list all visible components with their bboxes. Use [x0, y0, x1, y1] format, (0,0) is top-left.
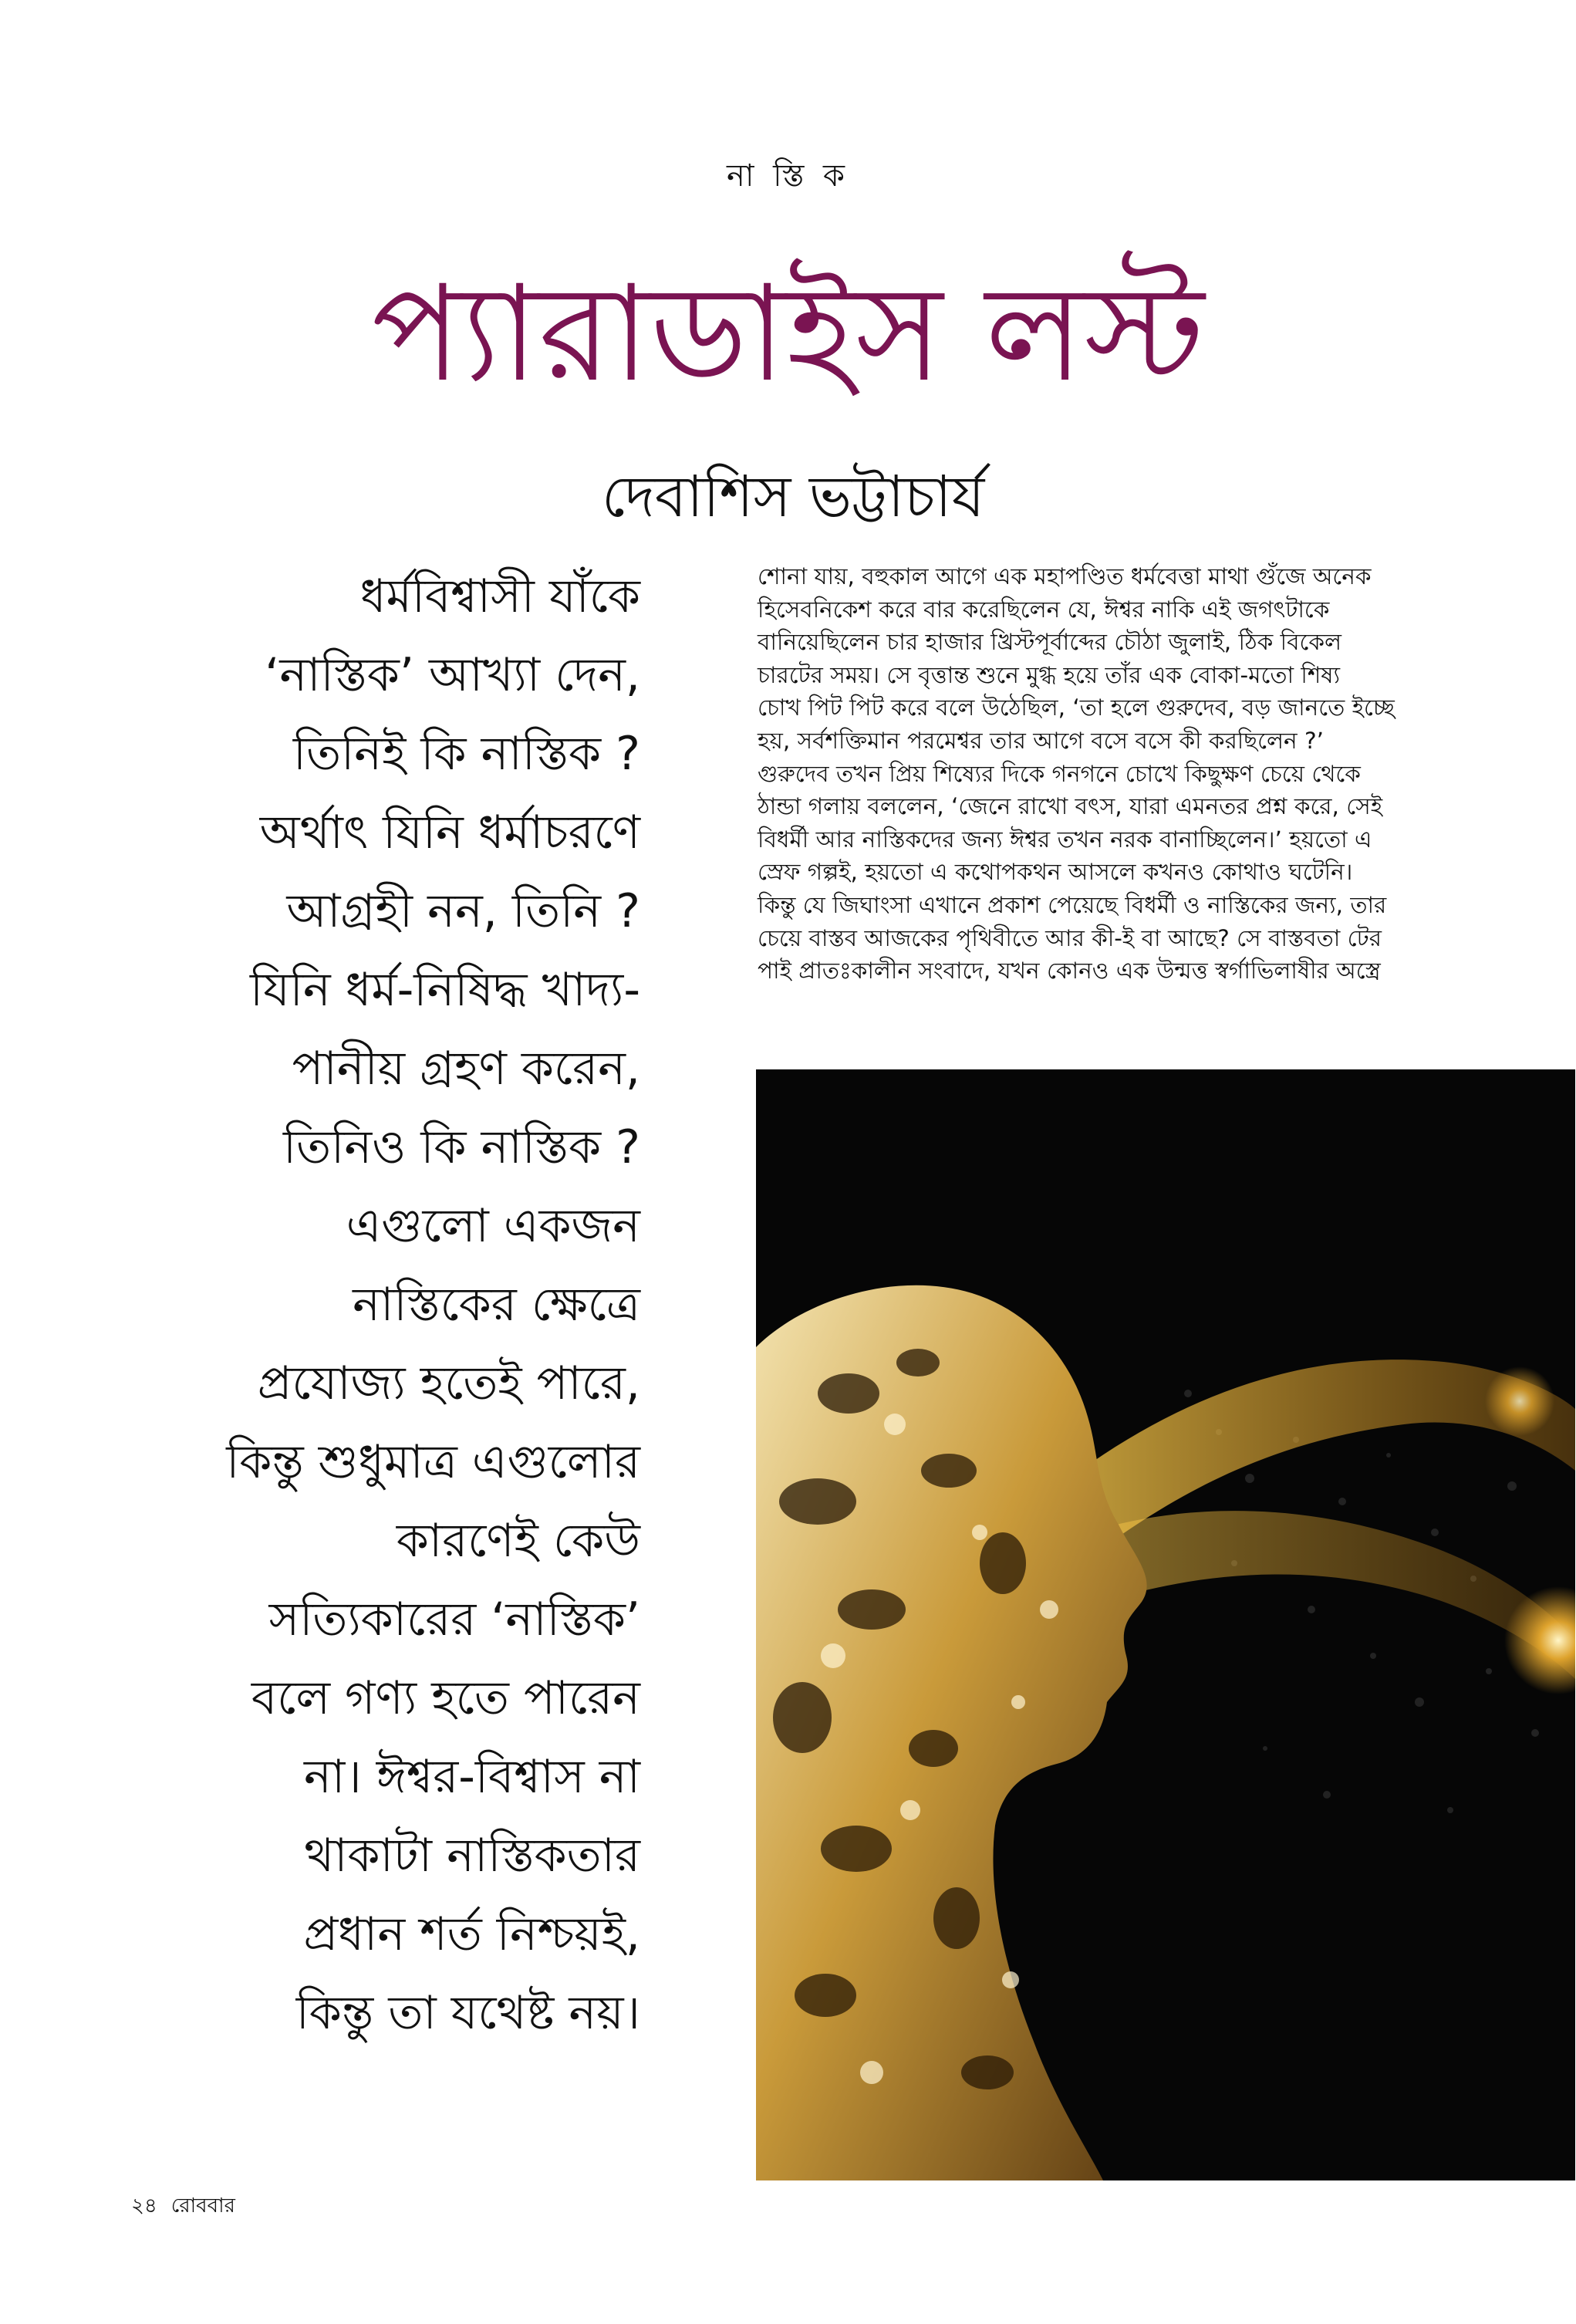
- pull-quote-line: যিনি ধর্ম-নিষিদ্ধ খাদ্য-: [249, 963, 640, 1017]
- magazine-name: রোববার: [170, 2194, 235, 2218]
- body-line: চেয়ে বাস্তব আজকের পৃথিবীতে আর কী-ই বা আছে? সে বাস্তবতা টের: [758, 924, 1382, 951]
- body-line: হিসেবনিকেশ করে বার করেছিলেন যে, ঈশ্বর নাকি এই জগৎটাকে: [758, 596, 1330, 623]
- pull-quote-line: কারণেই কেউ: [396, 1514, 640, 1568]
- body-line: কিন্তু যে জিঘাংসা এখানে প্রকাশ পেয়েছে বিধর্মী ও নাস্তিকের জন্য, তার: [758, 891, 1387, 918]
- pull-quote-line: বলে গণ্য হতে পারেন: [251, 1671, 640, 1725]
- pull-quote-line: কিন্তু তা যথেষ্ট নয়।: [295, 1986, 640, 2040]
- section-label: না স্তি ক: [726, 158, 850, 194]
- pull-quote-line: তিনিও কি নাস্তিক ?: [282, 1120, 640, 1174]
- pull-quote-line: ধর্মবিশ্বাসী যাঁকে: [359, 569, 640, 623]
- pull-quote-line: প্রযোজ্য হতেই পারে,: [257, 1356, 640, 1410]
- author-byline: দেবাশিস ভট্টাচার্য: [602, 464, 985, 530]
- pull-quote-line: সত্যিকারের ‘নাস্তিক’: [268, 1593, 640, 1647]
- pull-quote-line: অর্থাৎ যিনি ধর্মাচরণে: [259, 806, 640, 860]
- pull-quote-line: নাস্তিকের ক্ষেত্রে: [353, 1278, 640, 1332]
- article-title: প্যারাডাইস লস্ট: [371, 256, 1205, 411]
- body-line: ঠান্ডা গলায় বললেন, ‘জেনে রাখো বৎস, যারা এমনতর প্রশ্ন করে, সেই: [758, 793, 1383, 820]
- body-line: শোনা যায়, বহুকাল আগে এক মহাপণ্ডিত ধর্মবেত্তা মাথা গুঁজে অনেক: [758, 563, 1372, 589]
- pull-quote-line: প্রধান শর্ত নিশ্চয়ই,: [303, 1907, 640, 1961]
- page-number: ২৪: [131, 2194, 157, 2218]
- pull-quote-line: থাকাটা নাস্তিকতার: [304, 1829, 640, 1883]
- page-footer: [131, 2190, 249, 2224]
- body-line: স্রেফ গল্পই, হয়তো এ কথোপকথন আসলে কখনও কোথাও ঘটেনি।: [758, 859, 1353, 886]
- head-light-illustration: [756, 1069, 1575, 2180]
- body-line: বানিয়েছিলেন চার হাজার খ্রিস্টপূর্বাব্দের চৌঠা জুলাই, ঠিক বিকেল: [758, 629, 1342, 656]
- body-line: পাই প্রাতঃকালীন সংবাদে, যখন কোনও এক উন্মত্ত স্বর্গাভিলাষীর অস্ত্রে: [758, 958, 1381, 985]
- body-line: বিধর্মী আর নাস্তিকদের জন্য ঈশ্বর তখন নরক বানাচ্ছিলেন।’ হয়তো এ: [758, 826, 1372, 853]
- pull-quote-line: কিন্তু শুধুমাত্র এগুলোর: [226, 1435, 640, 1489]
- body-line: হয়, সর্বশক্তিমান পরমেশ্বর তার আগে বসে বসে কী করছিলেন ?’: [758, 727, 1324, 754]
- body-text: [758, 560, 1560, 988]
- pull-quote-line: তিনিই কি নাস্তিক ?: [292, 727, 640, 781]
- body-line: গুরুদেব তখন প্রিয় শিষ্যের দিকে গনগনে চোখে কিছুক্ষণ চেয়ে থেকে: [758, 760, 1361, 787]
- body-line: চারটের সময়। সে বৃত্তান্ত শুনে মুগ্ধ হয়ে তাঁর এক বোকা-মতো শিষ্য: [758, 661, 1341, 688]
- pull-quote-line: আগ্রহী নন, তিনি ?: [286, 884, 640, 938]
- body-line: চোখ পিট পিট করে বলে উঠেছিল, ‘তা হলে গুরুদেব, বড় জানতে ইচ্ছে: [758, 694, 1395, 721]
- pull-quote-line: পানীয় গ্রহণ করেন,: [292, 1042, 640, 1096]
- illustration-image: [756, 1069, 1575, 2180]
- pull-quote-line: এগুলো একজন: [346, 1199, 640, 1253]
- pull-quote-line: ‘নাস্তিক’ আখ্যা দেন,: [265, 648, 640, 702]
- pull-quote: [123, 557, 640, 2052]
- pull-quote-line: না। ঈশ্বর-বিশ্বাস না: [304, 1750, 640, 1804]
